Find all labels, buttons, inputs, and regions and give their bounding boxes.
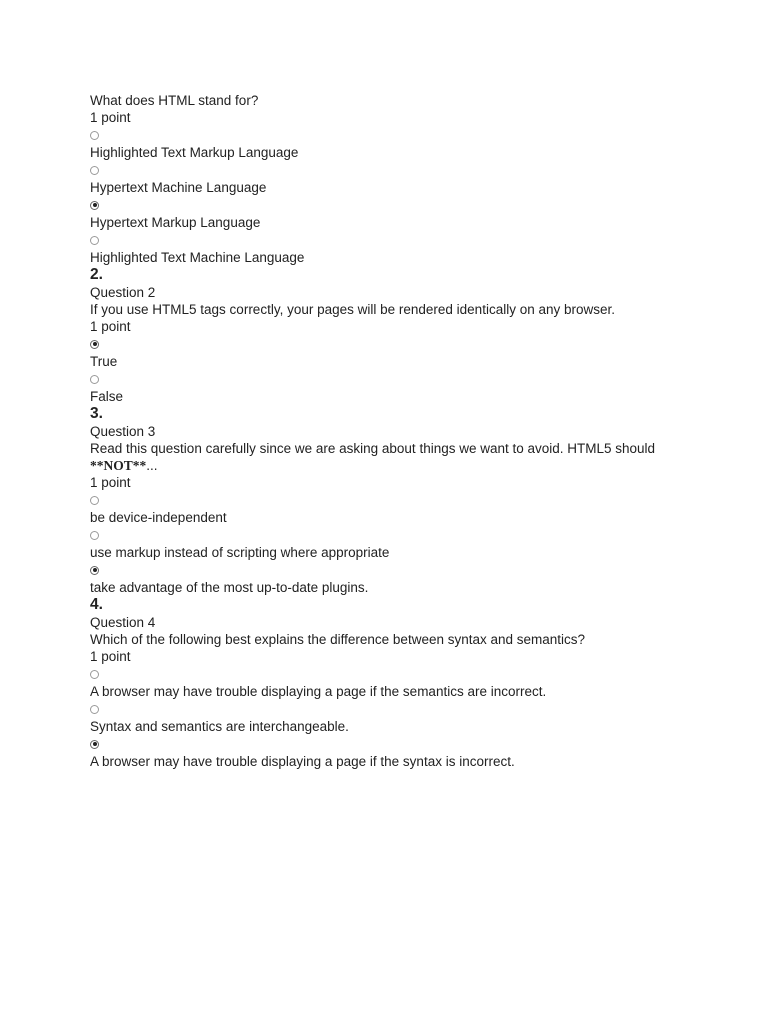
question-4-text: Which of the following best explains the difference between syntax and semantics? [90,632,586,647]
question-4-label: Question 4 [90,615,156,630]
q3-option-3-label: take advantage of the most up-to-date plugins. [90,580,369,595]
question-3 [90,405,730,596]
radio-q4-option-3[interactable] [90,740,99,749]
q4-option-2-label: Syntax and semantics are interchangeable. [90,719,349,734]
q1-option-2-label: Hypertext Machine Language [90,180,267,195]
radio-q3-option-1[interactable] [90,496,99,505]
question-3-points: 1 point [90,475,131,490]
q1-option-4-label: Highlighted Text Machine Language [90,250,305,265]
q2-option-1-label: True [90,354,118,369]
question-2-label: Question 2 [90,285,156,300]
radio-q4-option-2[interactable] [90,705,99,714]
question-1-text: What does HTML stand for? [90,93,259,108]
question-2 [90,266,730,405]
q4-option-1-label: A browser may have trouble displaying a page if the semantics are incorrect. [90,684,547,699]
q1-option-1-label: Highlighted Text Markup Language [90,145,299,160]
radio-q3-option-2[interactable] [90,531,99,540]
question-4-points: 1 point [90,649,131,664]
quiz-document [90,92,730,770]
radio-q1-option-3[interactable] [90,201,99,210]
q3-option-1-label: be device-independent [90,510,227,525]
question-2-text: If you use HTML5 tags correctly, your pages will be rendered identically on any browser. [90,302,616,317]
radio-q1-option-2[interactable] [90,166,99,175]
question-3-text-tail: ... [146,458,158,473]
q3-option-2-label: use markup instead of scripting where appropriate [90,545,390,560]
radio-q1-option-1[interactable] [90,131,99,140]
question-2-number: 2. [90,266,103,283]
radio-q2-option-2[interactable] [90,375,99,384]
q1-option-3-label: Hypertext Markup Language [90,215,261,230]
question-2-points: 1 point [90,319,131,334]
radio-q3-option-3[interactable] [90,566,99,575]
question-3-number: 3. [90,405,103,422]
question-3-text [90,440,730,474]
question-4 [90,596,730,770]
radio-q1-option-4[interactable] [90,236,99,245]
q4-option-3-label: A browser may have trouble displaying a page if the syntax is incorrect. [90,754,515,769]
question-4-number: 4. [90,596,103,613]
question-1-points: 1 point [90,110,131,125]
question-3-text-emphasis: **NOT** [90,458,147,473]
radio-q4-option-1[interactable] [90,670,99,679]
q2-option-2-label: False [90,389,124,404]
radio-q2-option-1[interactable] [90,340,99,349]
question-3-label: Question 3 [90,424,156,439]
question-3-text-main: Read this question carefully since we are asking about things we want to avoid. HTML5 should [90,441,656,456]
question-1 [90,92,730,266]
